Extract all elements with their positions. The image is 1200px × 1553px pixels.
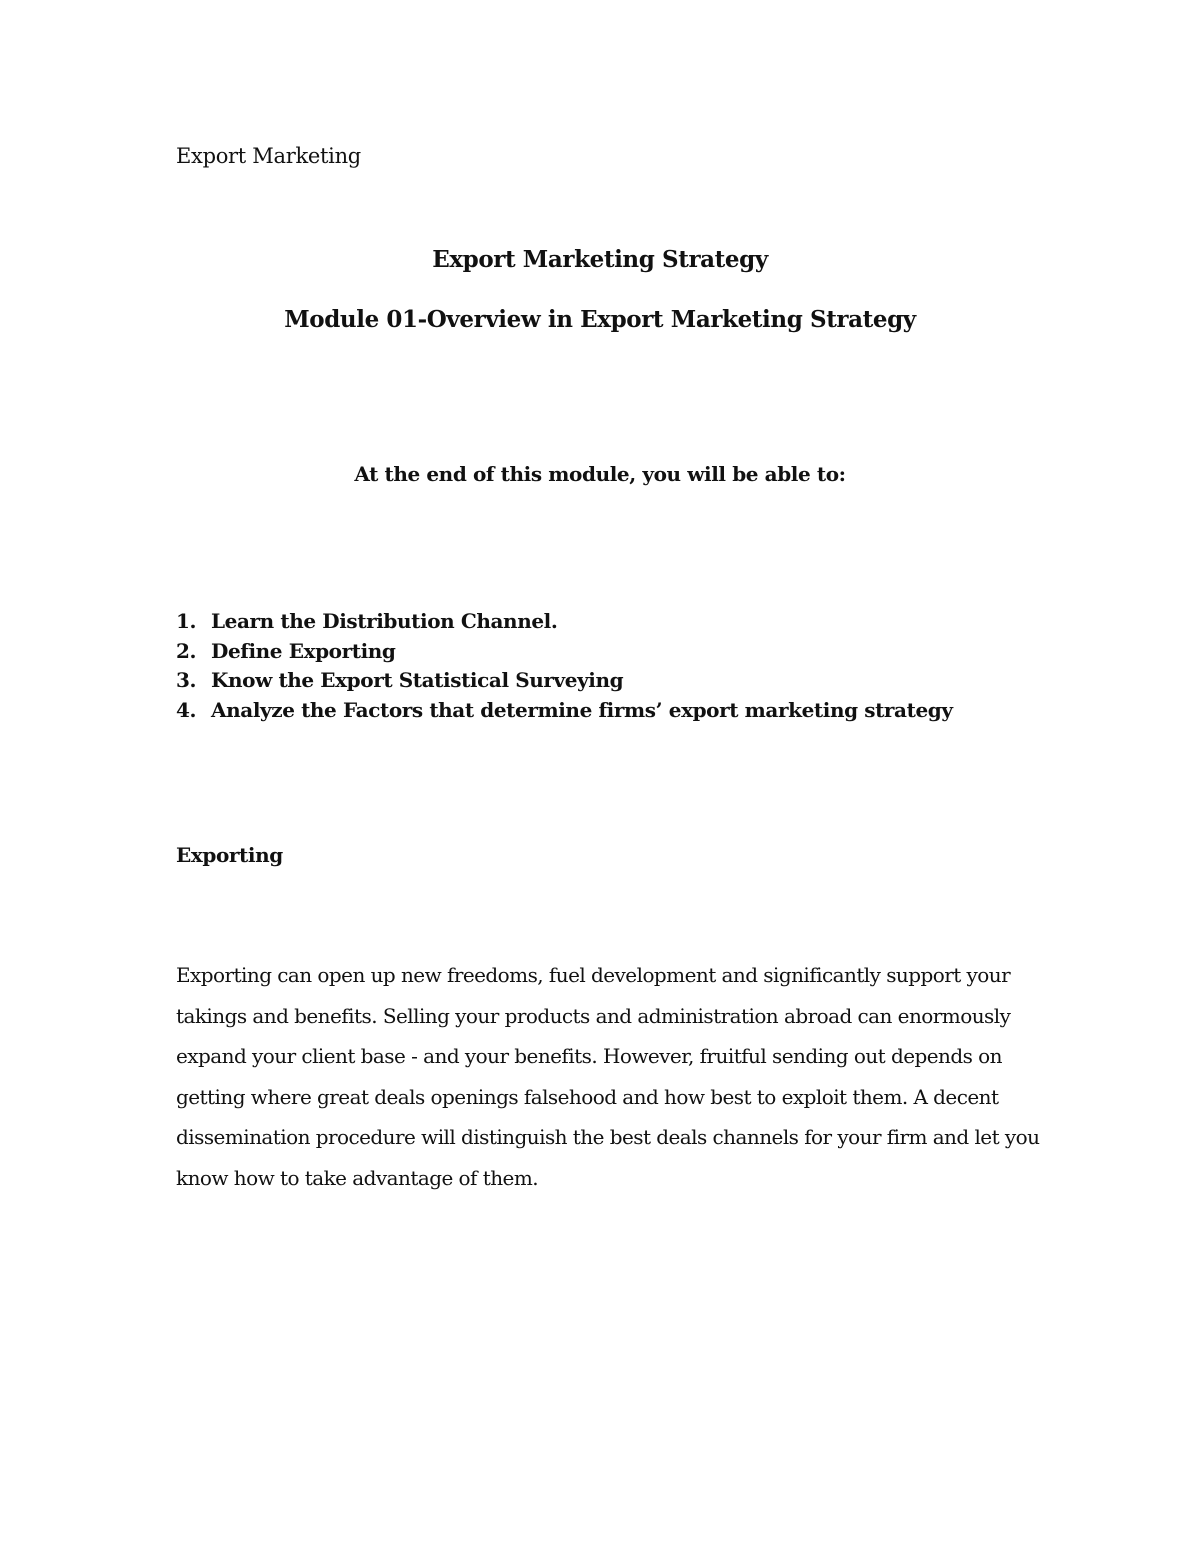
objective-text: Know the Export Statistical Surveying <box>211 668 624 692</box>
objective-item <box>176 607 953 637</box>
objective-number: 2. <box>176 638 197 663</box>
running-head: Export Marketing <box>176 144 361 168</box>
objective-text: Define Exporting <box>211 638 396 663</box>
objective-number: 3. <box>176 668 197 692</box>
objective-item <box>176 637 953 667</box>
paragraph-line: Exporting can open up new freedoms, fuel development and significantly support your <box>176 963 1011 987</box>
section-heading: Exporting <box>176 843 283 867</box>
paragraph-line: expand your client base - and your benefits. However, fruitful sending out depends on <box>176 1044 1002 1069</box>
objective-text: Analyze the Factors that determine firms’ export marketing strategy <box>211 697 953 722</box>
objectives-list <box>176 607 953 725</box>
objective-text: Learn the Distribution Channel. <box>211 609 558 633</box>
paragraph-line: know how to take advantage of them. <box>176 1165 539 1190</box>
objective-item <box>176 696 953 726</box>
objective-number: 1. <box>176 609 197 633</box>
paragraph-line: getting where great deals openings falsehood and how best to exploit them. A decent <box>176 1084 999 1109</box>
objective-number: 4. <box>176 697 197 722</box>
objectives-intro: At the end of this module, you will be able to: <box>354 462 846 486</box>
body-paragraph <box>176 958 1039 1202</box>
document-title: Export Marketing Strategy <box>432 246 768 273</box>
module-title: Module 01-Overview in Export Marketing Strategy <box>284 306 916 333</box>
objective-item <box>176 666 953 696</box>
paragraph-line: dissemination procedure will distinguish the best deals channels for your firm and let you <box>176 1125 1040 1150</box>
paragraph-line: takings and benefits. Selling your products and administration abroad can enormously <box>176 1003 1011 1028</box>
